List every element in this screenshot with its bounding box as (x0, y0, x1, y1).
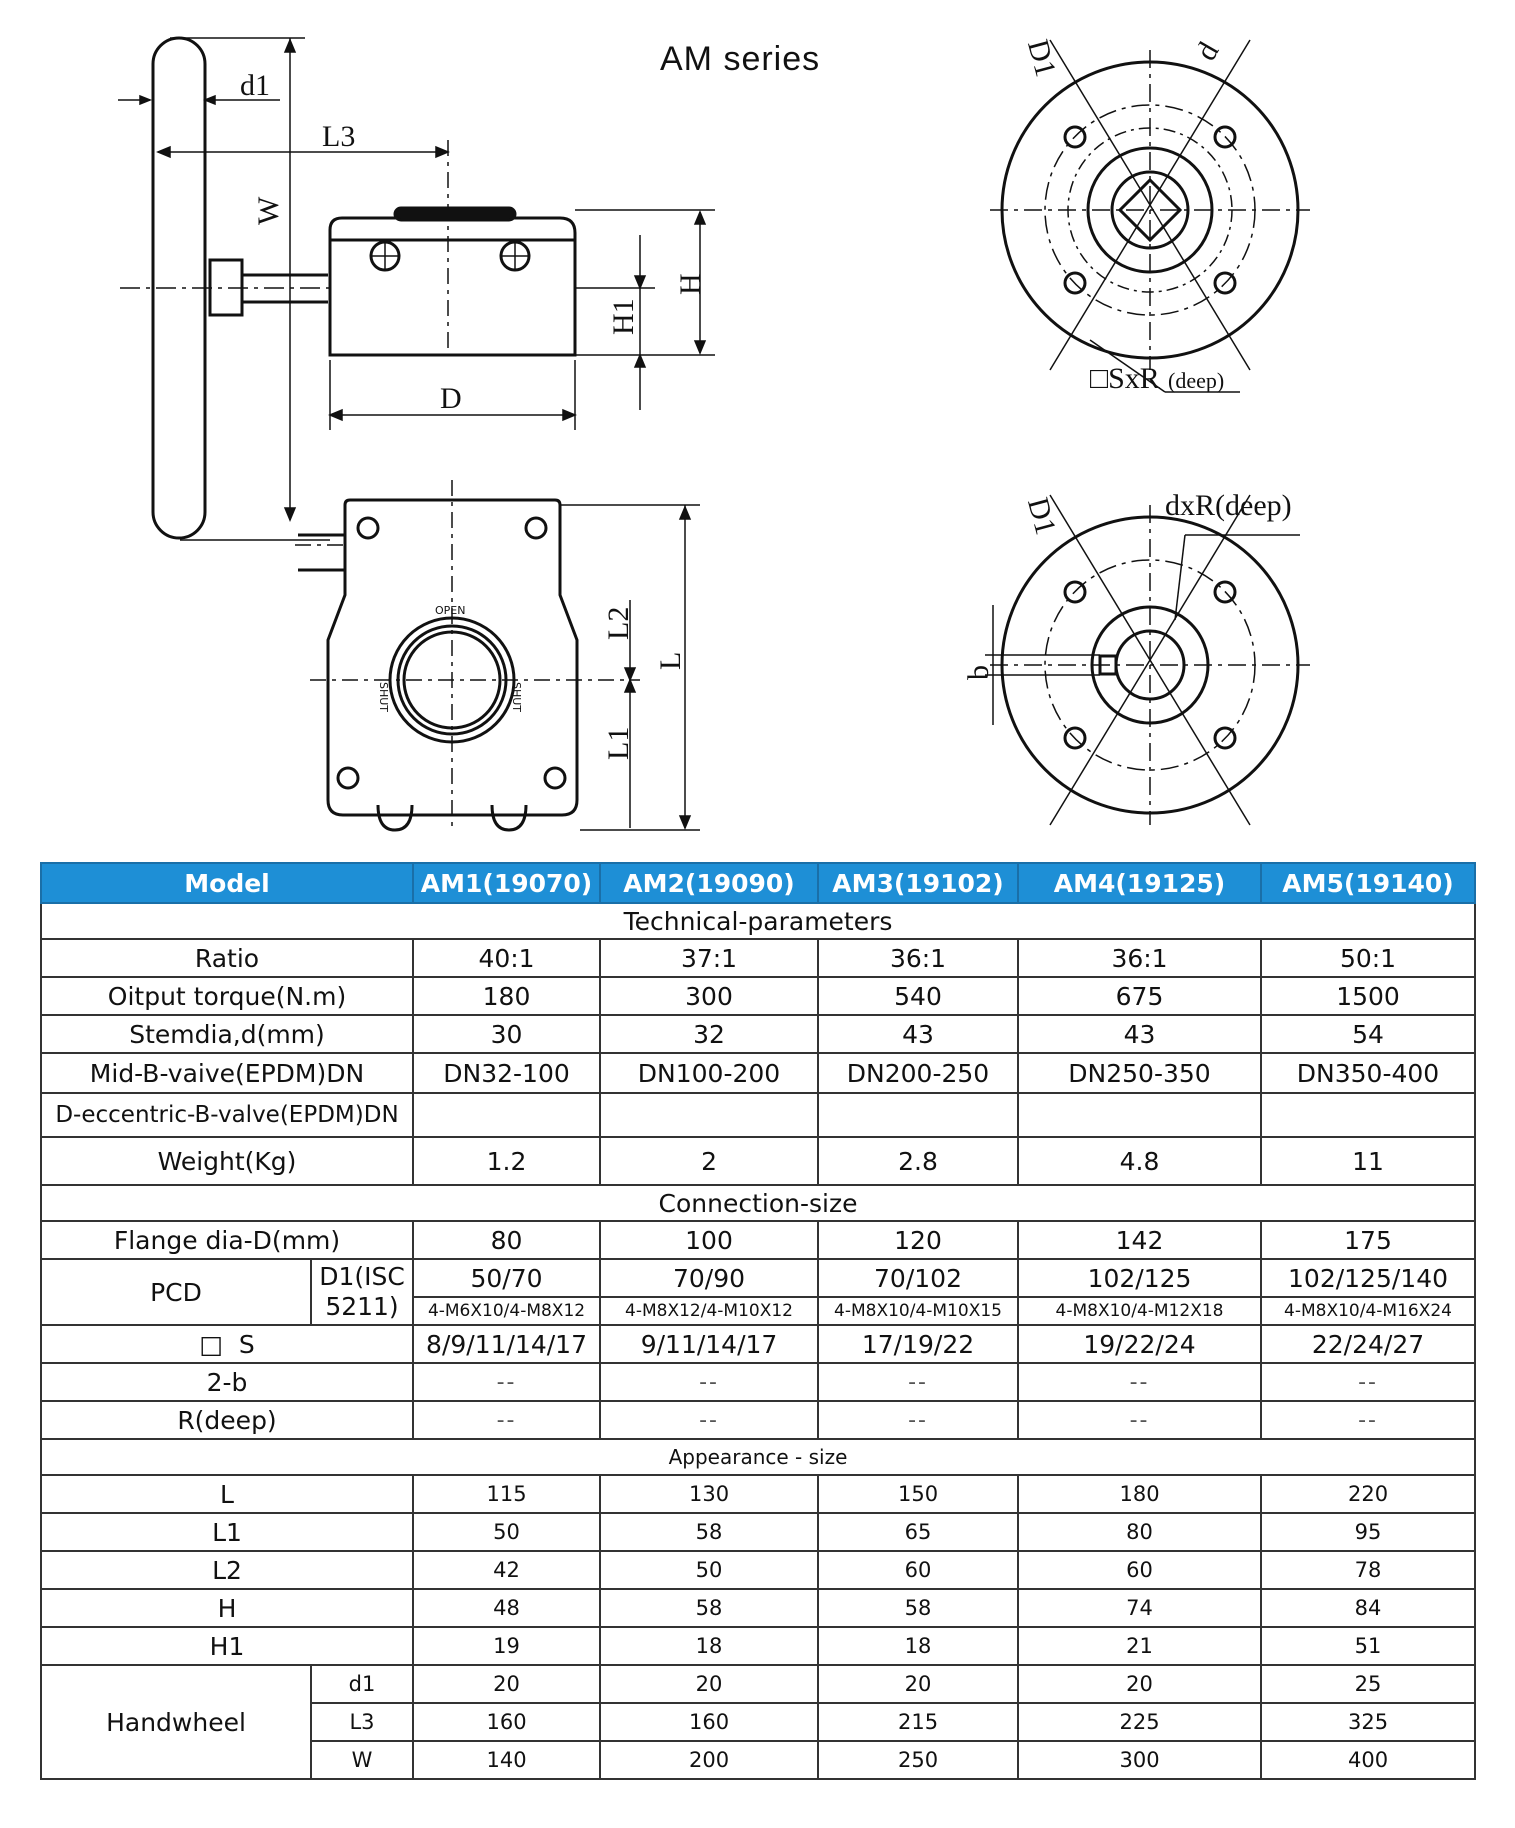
label-l3: L3 (322, 120, 356, 153)
table-row (41, 939, 1475, 977)
cell: 36:1 (818, 939, 1018, 977)
label-bottom-d1: D1 (1020, 494, 1063, 539)
cell: 50 (413, 1513, 600, 1551)
cell: 220 (1261, 1475, 1475, 1513)
label-d1: d1 (240, 69, 270, 102)
cell: 8/9/11/14/17 (413, 1325, 600, 1363)
row-label: Ratio (41, 939, 413, 977)
row-label: H (41, 1589, 413, 1627)
label-d: D (440, 382, 462, 415)
cell: -- (1018, 1401, 1261, 1439)
cell: 48 (413, 1589, 600, 1627)
cell: 20 (818, 1665, 1018, 1703)
table-row (41, 1513, 1475, 1551)
cell: 2 (600, 1137, 818, 1185)
header-model-4: AM4(19125) (1018, 863, 1261, 903)
page-title: AM series (660, 40, 821, 78)
cell: -- (1018, 1363, 1261, 1401)
cell (1261, 1093, 1475, 1137)
row-label: d1 (311, 1665, 413, 1703)
cell: -- (600, 1363, 818, 1401)
cell: 58 (818, 1589, 1018, 1627)
row-label: L3 (311, 1703, 413, 1741)
table-row (41, 1401, 1475, 1439)
cell: 1500 (1261, 977, 1475, 1015)
cell: -- (413, 1363, 600, 1401)
gearbox-side-view (330, 208, 575, 355)
table-row (41, 1137, 1475, 1185)
cell: 540 (818, 977, 1018, 1015)
cell: 18 (600, 1627, 818, 1665)
cell: 58 (600, 1513, 818, 1551)
table-row (41, 1665, 1475, 1703)
flange-bottom-view (985, 495, 1310, 825)
cell: -- (818, 1363, 1018, 1401)
cell: 4-M8X12/4-M10X12 (600, 1297, 818, 1325)
header-model-3: AM3(19102) (818, 863, 1018, 903)
cell: 21 (1018, 1627, 1261, 1665)
cell (600, 1093, 818, 1137)
gearbox-front-view (295, 480, 640, 830)
row-label: Mid-B-vaive(EPDM)DN (41, 1053, 413, 1093)
cell: DN32-100 (413, 1053, 600, 1093)
header-model: Model (41, 863, 413, 903)
cell: 160 (600, 1703, 818, 1741)
label-l: L (654, 651, 687, 670)
section-connection: Connection-size (41, 1185, 1475, 1221)
row-label: W (311, 1741, 413, 1779)
cell: -- (1261, 1363, 1475, 1401)
cell: 42 (413, 1551, 600, 1589)
cell: 95 (1261, 1513, 1475, 1551)
cell: 22/24/27 (1261, 1325, 1475, 1363)
label-shut-right: SHUT (510, 682, 523, 713)
cell: 58 (600, 1589, 818, 1627)
specification-table (40, 862, 1476, 1780)
row-label: D-eccentric-B-valve(EPDM)DN (41, 1093, 413, 1137)
cell: 140 (413, 1741, 600, 1779)
row-label: H1 (41, 1627, 413, 1665)
cell: 4-M8X10/4-M10X15 (818, 1297, 1018, 1325)
table-row (41, 1589, 1475, 1627)
label-h: H (674, 273, 707, 295)
cell: 215 (818, 1703, 1018, 1741)
pcd-sub-label (311, 1259, 413, 1325)
cell: 400 (1261, 1741, 1475, 1779)
cell: 4-M8X10/4-M12X18 (1018, 1297, 1261, 1325)
cell: 4.8 (1018, 1137, 1261, 1185)
cell: -- (413, 1401, 600, 1439)
cell: 25 (1261, 1665, 1475, 1703)
cell: 250 (818, 1741, 1018, 1779)
handwheel-drawing (120, 38, 330, 538)
cell: 130 (600, 1475, 818, 1513)
cell: 60 (818, 1551, 1018, 1589)
flange-top-view (990, 40, 1310, 392)
table-row (41, 1363, 1475, 1401)
cell: 160 (413, 1703, 600, 1741)
cell: 1.2 (413, 1137, 600, 1185)
cell: 80 (1018, 1513, 1261, 1551)
section-appearance: Appearance - size (41, 1439, 1475, 1475)
table-row (41, 1627, 1475, 1665)
cell: 19/22/24 (1018, 1325, 1261, 1363)
cell: DN350-400 (1261, 1053, 1475, 1093)
pcd-label: PCD (41, 1259, 311, 1325)
cell: 300 (1018, 1741, 1261, 1779)
cell: 70/102 (818, 1259, 1018, 1297)
cell: 30 (413, 1015, 600, 1053)
label-l2: L2 (602, 606, 635, 640)
row-label: L (41, 1475, 413, 1513)
cell: 19 (413, 1627, 600, 1665)
cell (1018, 1093, 1261, 1137)
table-row (41, 1475, 1475, 1513)
cell: 2.8 (818, 1137, 1018, 1185)
cell: 43 (818, 1015, 1018, 1053)
cell: -- (818, 1401, 1018, 1439)
section-technical: Technical-parameters (41, 903, 1475, 939)
pcd-sub-label-1: D1(ISC (319, 1262, 405, 1291)
cell: 120 (818, 1221, 1018, 1259)
cell: 50:1 (1261, 939, 1475, 977)
table-row (41, 1325, 1475, 1363)
cell: 18 (818, 1627, 1018, 1665)
row-label: Flange dia-D(mm) (41, 1221, 413, 1259)
row-label: L1 (41, 1513, 413, 1551)
cell: 175 (1261, 1221, 1475, 1259)
label-top-d1: D1 (1020, 36, 1063, 81)
table-row (41, 977, 1475, 1015)
table-row (41, 1551, 1475, 1589)
label-l1: L1 (602, 726, 635, 760)
cell (413, 1093, 600, 1137)
cell: 102/125 (1018, 1259, 1261, 1297)
cell: 20 (600, 1665, 818, 1703)
cell: DN250-350 (1018, 1053, 1261, 1093)
cell: 51 (1261, 1627, 1475, 1665)
cell: 32 (600, 1015, 818, 1053)
header-model-2: AM2(19090) (600, 863, 818, 903)
header-model-1: AM1(19070) (413, 863, 600, 903)
cell: 142 (1018, 1221, 1261, 1259)
cell: -- (600, 1401, 818, 1439)
cell: 11 (1261, 1137, 1475, 1185)
label-dxr: dxR(deep) (1165, 489, 1292, 522)
cell: 675 (1018, 977, 1261, 1015)
cell: 20 (413, 1665, 600, 1703)
cell: 4-M6X10/4-M8X12 (413, 1297, 600, 1325)
cell: 200 (600, 1741, 818, 1779)
label-top-d: d (1189, 36, 1226, 67)
cell: 150 (818, 1475, 1018, 1513)
row-label: L2 (41, 1551, 413, 1589)
label-h1: H1 (607, 298, 640, 335)
cell: 84 (1261, 1589, 1475, 1627)
cell: 78 (1261, 1551, 1475, 1589)
cell: 300 (600, 977, 818, 1015)
cell: 60 (1018, 1551, 1261, 1589)
row-label: 2-b (41, 1363, 413, 1401)
table-row (41, 1259, 1475, 1297)
cell: 74 (1018, 1589, 1261, 1627)
row-label: Oitput torque(N.m) (41, 977, 413, 1015)
label-open: OPEN (435, 604, 466, 617)
cell (818, 1093, 1018, 1137)
cell: DN100-200 (600, 1053, 818, 1093)
row-label: R(deep) (41, 1401, 413, 1439)
label-w: W (252, 196, 285, 225)
cell: 36:1 (1018, 939, 1261, 977)
handwheel-label: Handwheel (41, 1665, 311, 1779)
header-model-5: AM5(19140) (1261, 863, 1475, 903)
cell: 102/125/140 (1261, 1259, 1475, 1297)
cell: 50 (600, 1551, 818, 1589)
cell: 37:1 (600, 939, 818, 977)
cell: 325 (1261, 1703, 1475, 1741)
cell: 9/11/14/17 (600, 1325, 818, 1363)
label-sxr: □SxR (1090, 362, 1160, 395)
cell: 115 (413, 1475, 600, 1513)
table-row (41, 1221, 1475, 1259)
table-header-row (41, 863, 1475, 903)
pcd-sub-label-2: 5211) (325, 1292, 399, 1321)
cell: 40:1 (413, 939, 600, 977)
label-shut-left: SHUT (377, 682, 390, 713)
table-row (41, 1093, 1475, 1137)
cell: 4-M8X10/4-M16X24 (1261, 1297, 1475, 1325)
cell: 70/90 (600, 1259, 818, 1297)
row-label: Weight(Kg) (41, 1137, 413, 1185)
cell: -- (1261, 1401, 1475, 1439)
label-b: b (962, 665, 995, 680)
cell: 100 (600, 1221, 818, 1259)
cell: 180 (1018, 1475, 1261, 1513)
cell: 50/70 (413, 1259, 600, 1297)
cell: 43 (1018, 1015, 1261, 1053)
cell: 80 (413, 1221, 600, 1259)
row-label: □ S (41, 1325, 413, 1363)
cell: 65 (818, 1513, 1018, 1551)
technical-drawing (0, 0, 1515, 860)
table-row (41, 1015, 1475, 1053)
cell: 20 (1018, 1665, 1261, 1703)
table-row (41, 1053, 1475, 1093)
cell: 54 (1261, 1015, 1475, 1053)
cell: 17/19/22 (818, 1325, 1018, 1363)
cell: DN200-250 (818, 1053, 1018, 1093)
label-sxr-deep: (deep) (1168, 368, 1225, 393)
row-label: Stemdia,d(mm) (41, 1015, 413, 1053)
cell: 180 (413, 977, 600, 1015)
cell: 225 (1018, 1703, 1261, 1741)
